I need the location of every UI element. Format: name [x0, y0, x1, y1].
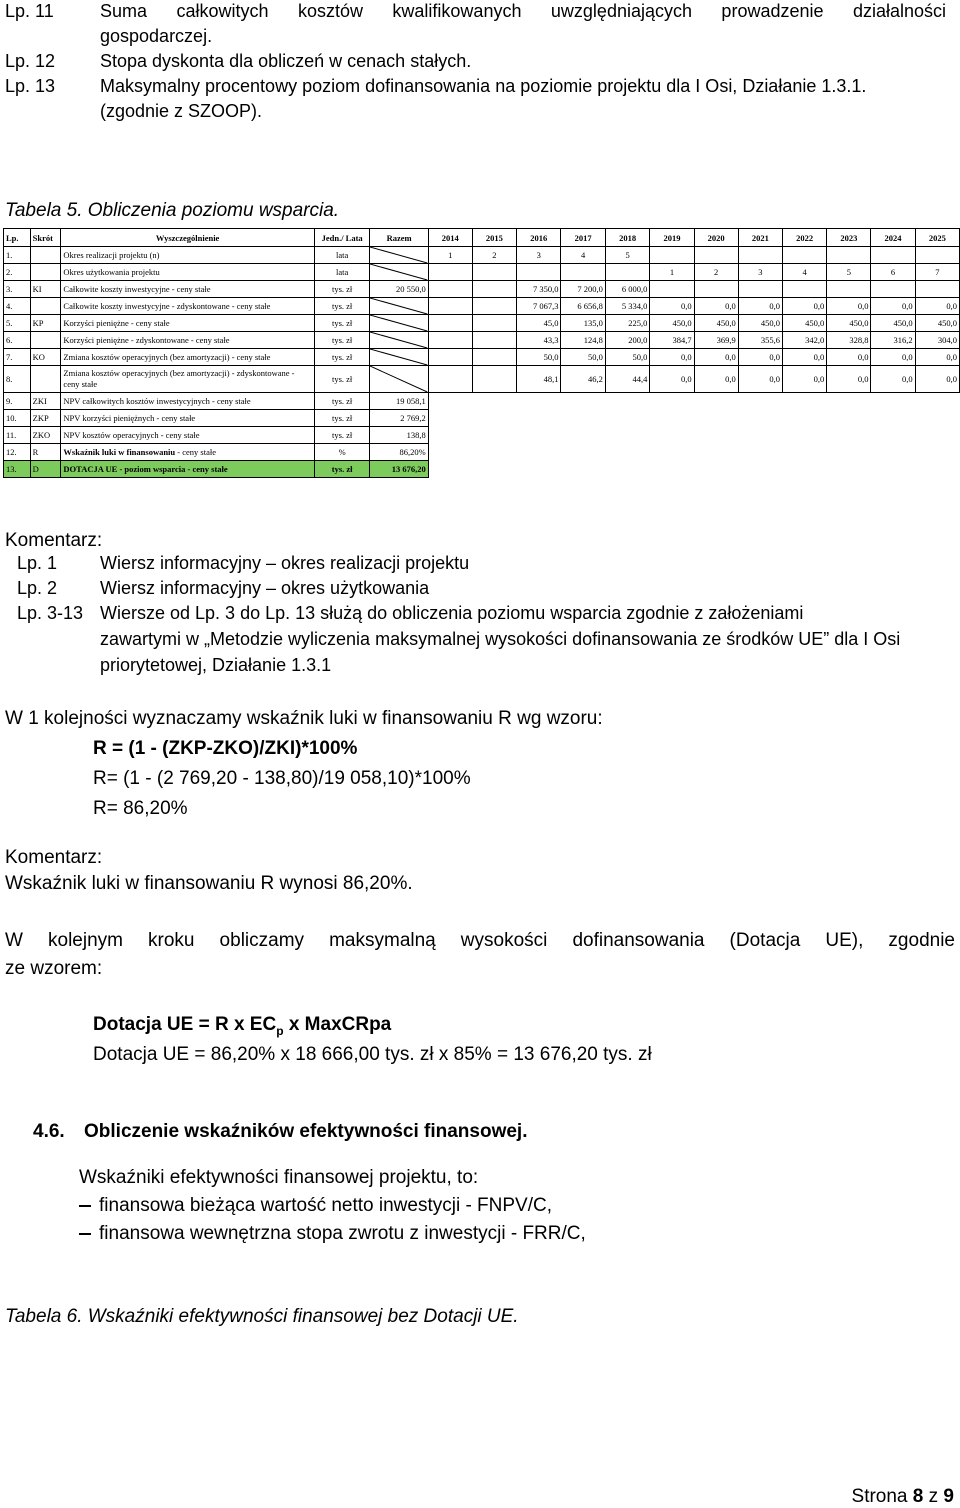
description-cell: NPV całkowitych kosztów inwestycyjnych - ceny stałe — [61, 393, 314, 410]
unit-cell: tys. zł — [314, 281, 370, 298]
unit-cell: tys. zł — [314, 461, 370, 478]
abbreviation-cell — [30, 264, 61, 281]
year-value-cell: 450,0 — [650, 315, 694, 332]
year-value-cell: 0,0 — [650, 366, 694, 393]
total-cell: 2 769,2 — [370, 410, 428, 427]
table-row — [4, 410, 960, 427]
abbreviation-cell: ZKO — [30, 427, 61, 444]
table-row — [4, 315, 960, 332]
year-value-cell — [472, 349, 516, 366]
empty-razem-cell — [370, 366, 428, 393]
description-cell: Okres realizacji projektu (n) — [61, 247, 314, 264]
year-value-cell — [915, 281, 959, 298]
year-value-cell: 45,0 — [516, 315, 560, 332]
year-value-cell: 0,0 — [827, 349, 871, 366]
year-value-cell: 0,0 — [915, 366, 959, 393]
year-value-cell: 0,0 — [738, 298, 782, 315]
total-cell: 20 550,0 — [370, 281, 428, 298]
item-text: zawartymi w „Metodzie wyliczenia maksymalnej wysokości dofinansowania ze środków UE” dla I Osi — [100, 629, 901, 649]
description-cell: Całkowite koszty inwestycyjne - ceny stałe — [61, 281, 314, 298]
section-number: 4.6. — [33, 1121, 65, 1142]
column-header: 2015 — [472, 229, 516, 247]
column-header: 2021 — [738, 229, 782, 247]
year-value-cell — [428, 298, 472, 315]
empty-razem-cell — [370, 349, 428, 366]
item-text: priorytetowej, Działanie 1.3.1 — [100, 655, 332, 675]
paragraph: W 1 kolejności wyznaczamy wskaźnik luki w finansowaniu R wg wzoru: — [5, 708, 603, 729]
year-value-cell: 3 — [738, 264, 782, 281]
year-value-cell: 6 — [871, 264, 915, 281]
row-number-cell: 6. — [4, 332, 31, 349]
year-value-cell — [472, 366, 516, 393]
year-value-cell: 0,0 — [694, 366, 738, 393]
dash-bullet-icon — [79, 1233, 91, 1235]
year-value-cell: 225,0 — [605, 315, 649, 332]
year-value-cell: 450,0 — [738, 315, 782, 332]
comment-heading: Komentarz: — [5, 847, 103, 868]
row-number-cell: 3. — [4, 281, 31, 298]
year-value-cell: 450,0 — [871, 315, 915, 332]
row-number-cell: 2. — [4, 264, 31, 281]
year-value-cell: 48,1 — [516, 366, 560, 393]
description-cell: Zmiana kosztów operacyjnych (bez amortyzacji) - zdyskontowane - ceny stałe — [61, 366, 314, 393]
year-value-cell: 304,0 — [915, 332, 959, 349]
abbreviation-cell: R — [30, 444, 61, 461]
comment-item — [0, 575, 960, 601]
comment-item — [0, 600, 960, 626]
support-level-table — [3, 228, 960, 478]
year-value-cell: 369,9 — [694, 332, 738, 349]
year-value-cell — [472, 281, 516, 298]
year-value-cell — [428, 349, 472, 366]
description-cell: Korzyści pieniężne - ceny stałe — [61, 315, 314, 332]
year-value-cell — [428, 315, 472, 332]
year-value-cell — [561, 264, 605, 281]
column-header: 2023 — [827, 229, 871, 247]
table-row — [4, 366, 960, 393]
abbreviation-cell — [30, 247, 61, 264]
abbreviation-cell — [30, 366, 61, 393]
year-value-cell: 450,0 — [694, 315, 738, 332]
unit-cell: tys. zł — [314, 427, 370, 444]
table-caption: Tabela 5. Obliczenia poziomu wsparcia. — [5, 200, 340, 221]
column-header: Skrót — [30, 229, 61, 247]
item-number: Lp. 2 — [17, 578, 58, 598]
year-value-cell: 384,7 — [650, 332, 694, 349]
abbreviation-cell: KI — [30, 281, 61, 298]
description-cell: Korzyści pieniężne - zdyskontowane - ceny stałe — [61, 332, 314, 349]
year-value-cell — [694, 281, 738, 298]
year-value-cell — [428, 264, 472, 281]
year-value-cell — [694, 247, 738, 264]
year-value-cell: 1 — [428, 247, 472, 264]
abbreviation-cell: ZKP — [30, 410, 61, 427]
row-number: Lp. 12 — [5, 51, 56, 71]
year-value-cell: 450,0 — [915, 315, 959, 332]
year-value-cell: 135,0 — [561, 315, 605, 332]
year-value-cell: 2 — [472, 247, 516, 264]
year-value-cell — [783, 247, 827, 264]
row-number: Lp. 13 — [5, 76, 56, 96]
table-row — [4, 393, 960, 410]
description-cell: Zmiana kosztów operacyjnych (bez amortyzacji) - ceny stałe — [61, 349, 314, 366]
description-cell: Całkowite koszty inwestycyjne - zdyskontowane - ceny stałe — [61, 298, 314, 315]
row-number-cell: 5. — [4, 315, 31, 332]
description-cell: NPV korzyści pieniężnych - ceny stałe — [61, 410, 314, 427]
paragraph: W kolejnym kroku obliczamy maksymalną wysokości dofinansowania (Dotacja UE), zgodnie — [5, 930, 955, 951]
unit-cell: tys. zł — [314, 332, 370, 349]
paragraph: Wskaźniki efektywności finansowej projektu, to: — [79, 1167, 479, 1188]
year-value-cell: 2 — [694, 264, 738, 281]
year-value-cell: 7 350,0 — [516, 281, 560, 298]
list-item: finansowa wewnętrzna stopa zwrotu z inwestycji - FRR/C, — [79, 1221, 586, 1247]
year-value-cell: 0,0 — [694, 349, 738, 366]
row-text: Maksymalny procentowy poziom dofinansowania na poziomie projektu dla I Osi, Działanie 1.3.1. — [100, 76, 867, 96]
year-value-cell: 0,0 — [783, 349, 827, 366]
row-text: Suma całkowitych kosztów kwalifikowanych uwzględniających prowadzenie działalności — [100, 1, 946, 21]
table-row — [4, 461, 960, 478]
year-value-cell: 0,0 — [738, 366, 782, 393]
year-value-cell — [650, 247, 694, 264]
row-number-cell: 11. — [4, 427, 31, 444]
formula-calculation: R= (1 - (2 769,20 - 138,80)/19 058,10)*100% — [93, 768, 471, 789]
year-value-cell: 0,0 — [915, 349, 959, 366]
empty-razem-cell — [370, 332, 428, 349]
year-value-cell — [915, 247, 959, 264]
unit-cell: tys. zł — [314, 393, 370, 410]
row-text: gospodarczej. — [100, 26, 213, 46]
year-value-cell: 7 200,0 — [561, 281, 605, 298]
year-value-cell: 6 000,0 — [605, 281, 649, 298]
empty-razem-cell — [370, 315, 428, 332]
table-row — [4, 444, 960, 461]
abbreviation-cell — [30, 298, 61, 315]
row-number-cell: 12. — [4, 444, 31, 461]
year-value-cell: 4 — [783, 264, 827, 281]
year-value-cell: 5 — [827, 264, 871, 281]
column-header: 2022 — [783, 229, 827, 247]
table-header-row — [4, 229, 960, 247]
formula-calculation: Dotacja UE = 86,20% x 18 666,00 tys. zł x 85% = 13 676,20 tys. zł — [93, 1044, 652, 1065]
year-value-cell: 0,0 — [827, 366, 871, 393]
abbreviation-cell: ZKI — [30, 393, 61, 410]
year-value-cell: 124,8 — [561, 332, 605, 349]
page-number: Strona 8 z 9 — [851, 1486, 954, 1507]
table-caption: Tabela 6. Wskaźniki efektywności finansowej bez Dotacji UE. — [5, 1306, 519, 1327]
item-text: Wiersz informacyjny – okres realizacji projektu — [100, 553, 470, 573]
year-value-cell: 50,0 — [605, 349, 649, 366]
year-value-cell — [827, 247, 871, 264]
empty-razem-cell — [370, 264, 428, 281]
year-value-cell: 0,0 — [783, 298, 827, 315]
year-value-cell — [472, 332, 516, 349]
total-cell: 86,20% — [370, 444, 428, 461]
year-value-cell: 3 — [516, 247, 560, 264]
year-value-cell — [472, 264, 516, 281]
year-value-cell — [605, 264, 649, 281]
year-value-cell: 0,0 — [650, 349, 694, 366]
row-number: Lp. 11 — [5, 1, 54, 21]
abbreviation-cell: KP — [30, 315, 61, 332]
column-header: Razem — [370, 229, 428, 247]
column-header: 2024 — [871, 229, 915, 247]
year-value-cell: 50,0 — [516, 349, 560, 366]
row-number-cell: 8. — [4, 366, 31, 393]
year-value-cell: 450,0 — [783, 315, 827, 332]
description-cell: DOTACJA UE - poziom wsparcia - ceny stałe — [61, 461, 314, 478]
table-row — [4, 281, 960, 298]
table-row — [4, 298, 960, 315]
empty-razem-cell — [370, 298, 428, 315]
row-number-cell: 9. — [4, 393, 31, 410]
comment-item-continuation — [0, 652, 960, 678]
row-number-cell: 7. — [4, 349, 31, 366]
comment-item-continuation — [0, 626, 960, 652]
year-value-cell — [472, 298, 516, 315]
year-value-cell: 0,0 — [871, 349, 915, 366]
year-value-cell — [472, 315, 516, 332]
unit-cell: lata — [314, 264, 370, 281]
paragraph-continuation: ze wzorem: — [5, 958, 103, 979]
section-title: Obliczenie wskaźników efektywności finansowej. — [84, 1121, 528, 1142]
unit-cell: tys. zł — [314, 315, 370, 332]
column-header: 2016 — [516, 229, 560, 247]
row-number-cell: 4. — [4, 298, 31, 315]
year-value-cell — [650, 281, 694, 298]
unit-cell: tys. zł — [314, 410, 370, 427]
total-cell: 13 676,20 — [370, 461, 428, 478]
unit-cell: tys. zł — [314, 349, 370, 366]
table-row — [4, 427, 960, 444]
year-value-cell: 5 334,0 — [605, 298, 649, 315]
year-value-cell: 0,0 — [871, 298, 915, 315]
year-value-cell — [871, 247, 915, 264]
year-value-cell: 0,0 — [650, 298, 694, 315]
table-row — [4, 247, 960, 264]
year-value-cell: 50,0 — [561, 349, 605, 366]
year-value-cell: 342,0 — [783, 332, 827, 349]
year-value-cell: 0,0 — [738, 349, 782, 366]
formula: R = (1 - (ZKP-ZKO)/ZKI)*100% — [93, 738, 358, 759]
year-value-cell — [871, 281, 915, 298]
description-cell: Okres użytkowania projektu — [61, 264, 314, 281]
year-value-cell: 0,0 — [783, 366, 827, 393]
row-number-cell: 10. — [4, 410, 31, 427]
column-header: 2020 — [694, 229, 738, 247]
year-value-cell: 46,2 — [561, 366, 605, 393]
comment-text: Wskaźnik luki w finansowaniu R wynosi 86,20%. — [5, 873, 413, 894]
year-value-cell: 450,0 — [827, 315, 871, 332]
year-value-cell: 6 656,8 — [561, 298, 605, 315]
row-number-cell: 1. — [4, 247, 31, 264]
year-value-cell — [428, 366, 472, 393]
abbreviation-cell: D — [30, 461, 61, 478]
year-value-cell: 0,0 — [827, 298, 871, 315]
table-row — [4, 264, 960, 281]
year-value-cell — [783, 281, 827, 298]
year-value-cell: 0,0 — [694, 298, 738, 315]
year-value-cell: 4 — [561, 247, 605, 264]
year-value-cell: 0,0 — [915, 298, 959, 315]
year-value-cell — [738, 281, 782, 298]
year-value-cell: 0,0 — [871, 366, 915, 393]
column-header: 2025 — [915, 229, 959, 247]
year-value-cell — [827, 281, 871, 298]
column-header: 2014 — [428, 229, 472, 247]
year-value-cell: 200,0 — [605, 332, 649, 349]
comment-item — [0, 550, 960, 576]
year-value-cell: 1 — [650, 264, 694, 281]
column-header: Lp. — [4, 229, 31, 247]
column-header: 2019 — [650, 229, 694, 247]
row-number-cell: 13. — [4, 461, 31, 478]
column-header: Jedn./ Lata — [314, 229, 370, 247]
unit-cell: lata — [314, 247, 370, 264]
year-value-cell — [738, 247, 782, 264]
year-value-cell: 5 — [605, 247, 649, 264]
list-item: finansowa bieżąca wartość netto inwestycji - FNPV/C, — [79, 1193, 552, 1219]
year-value-cell: 355,6 — [738, 332, 782, 349]
formula: Dotacja UE = R x $EC_p$ x MaxCRpa — [93, 1014, 392, 1038]
year-value-cell — [428, 332, 472, 349]
year-value-cell: 328,8 — [827, 332, 871, 349]
item-text: Wiersze od Lp. 3 do Lp. 13 służą do obliczenia poziomu wsparcia zgodnie z założeniami — [100, 603, 804, 623]
item-number: Lp. 1 — [17, 553, 58, 573]
column-header: 2017 — [561, 229, 605, 247]
year-value-cell: 44,4 — [605, 366, 649, 393]
formula-result: R= 86,20% — [93, 798, 188, 819]
abbreviation-cell: KO — [30, 349, 61, 366]
column-header: Wyszczególnienie — [61, 229, 314, 247]
total-cell: 138,8 — [370, 427, 428, 444]
empty-razem-cell — [370, 247, 428, 264]
row-text: Stopa dyskonta dla obliczeń w cenach stałych. — [100, 51, 472, 71]
year-value-cell: 7 067,3 — [516, 298, 560, 315]
year-value-cell — [516, 264, 560, 281]
unit-cell: % — [314, 444, 370, 461]
column-header: 2018 — [605, 229, 649, 247]
year-value-cell: 7 — [915, 264, 959, 281]
year-value-cell — [428, 281, 472, 298]
abbreviation-cell — [30, 332, 61, 349]
item-text: Wiersz informacyjny – okres użytkowania — [100, 578, 430, 598]
unit-cell: tys. zł — [314, 298, 370, 315]
description-cell: NPV kosztów operacyjnych - ceny stałe — [61, 427, 314, 444]
row-text: (zgodnie z SZOOP). — [100, 101, 263, 121]
comment-heading: Komentarz: — [5, 530, 103, 551]
dash-bullet-icon — [79, 1205, 91, 1207]
table-row — [4, 349, 960, 366]
year-value-cell: 316,2 — [871, 332, 915, 349]
table-row — [4, 332, 960, 349]
total-cell: 19 058,1 — [370, 393, 428, 410]
unit-cell: tys. zł — [314, 366, 370, 393]
item-number: Lp. 3-13 — [17, 603, 84, 623]
year-value-cell: 43,3 — [516, 332, 560, 349]
description-cell: Wskaźnik luki w finansowaniu - ceny stałe — [61, 444, 314, 461]
